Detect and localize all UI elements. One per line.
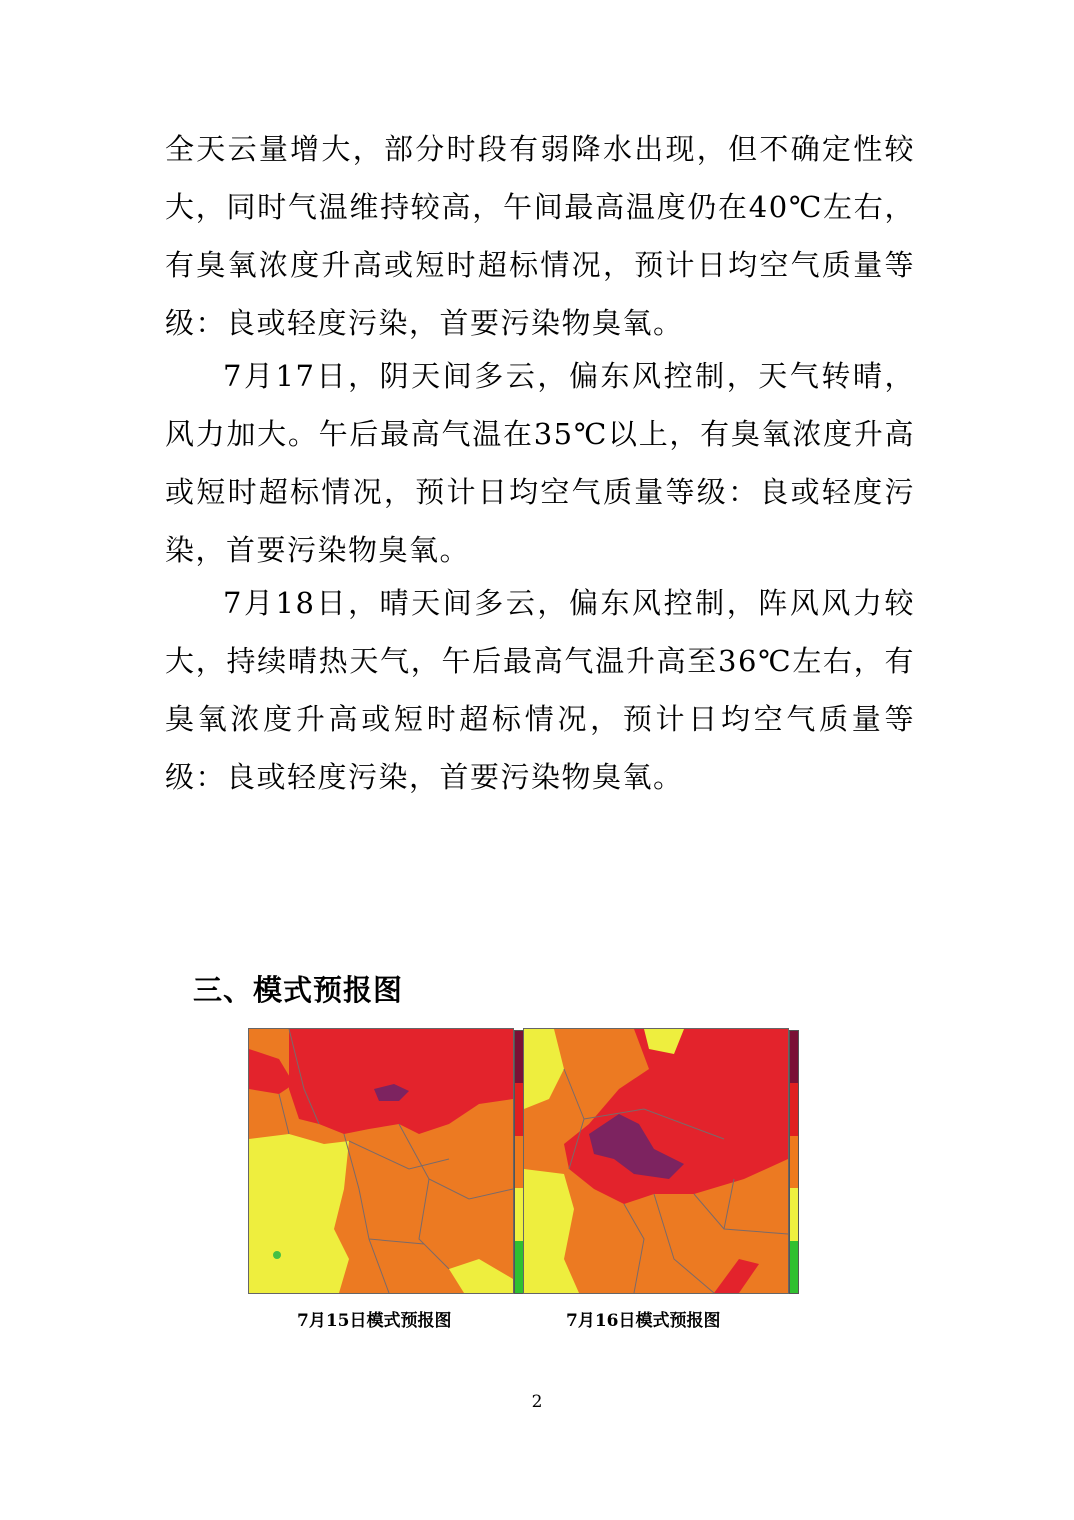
forecast-map-jul15 bbox=[248, 1028, 514, 1294]
legend-swatch bbox=[790, 1136, 798, 1188]
paragraph-2: 7月17日，阴天间多云，偏东风控制，天气转晴，风力加大。午后最高气温在35℃以上，有臭氧浓度升高或短时超标情况，预计日均空气质量等级：良或轻度污染，首要污染物臭氧。 bbox=[165, 359, 915, 567]
paragraph-3: 7月18日，晴天间多云，偏东风控制，阵风风力较大，持续晴热天气，午后最高气温升高至36℃左右，有臭氧浓度升高或短时超标情况，预计日均空气质量等级：良或轻度污染，首要污染物臭氧。 bbox=[165, 586, 915, 794]
legend-swatch bbox=[515, 1083, 523, 1135]
page-number: 2 bbox=[531, 1392, 543, 1412]
figure-caption-1: 7月15日模式预报图 bbox=[297, 1311, 452, 1331]
paragraph-1: 全天云量增大，部分时段有弱降水出现，但不确定性较大，同时气温维持较高，午间最高温度仍在40℃左右，有臭氧浓度升高或短时超标情况，预计日均空气质量等级：良或轻度污染，首要污染物臭氧。 bbox=[165, 132, 915, 340]
legend-swatch bbox=[515, 1136, 523, 1188]
legend-swatch bbox=[515, 1241, 523, 1293]
legend-swatch bbox=[790, 1188, 798, 1240]
figure-caption-2: 7月16日模式预报图 bbox=[566, 1311, 721, 1331]
forecast-map-jul16 bbox=[523, 1028, 789, 1294]
legend-swatch bbox=[790, 1083, 798, 1135]
section-title: 三、模式预报图 bbox=[193, 973, 404, 1007]
legend-swatch bbox=[790, 1031, 798, 1083]
legend-colorbar-2 bbox=[789, 1030, 799, 1294]
legend-swatch bbox=[790, 1241, 798, 1293]
legend-swatch bbox=[515, 1188, 523, 1240]
legend-swatch bbox=[515, 1031, 523, 1083]
